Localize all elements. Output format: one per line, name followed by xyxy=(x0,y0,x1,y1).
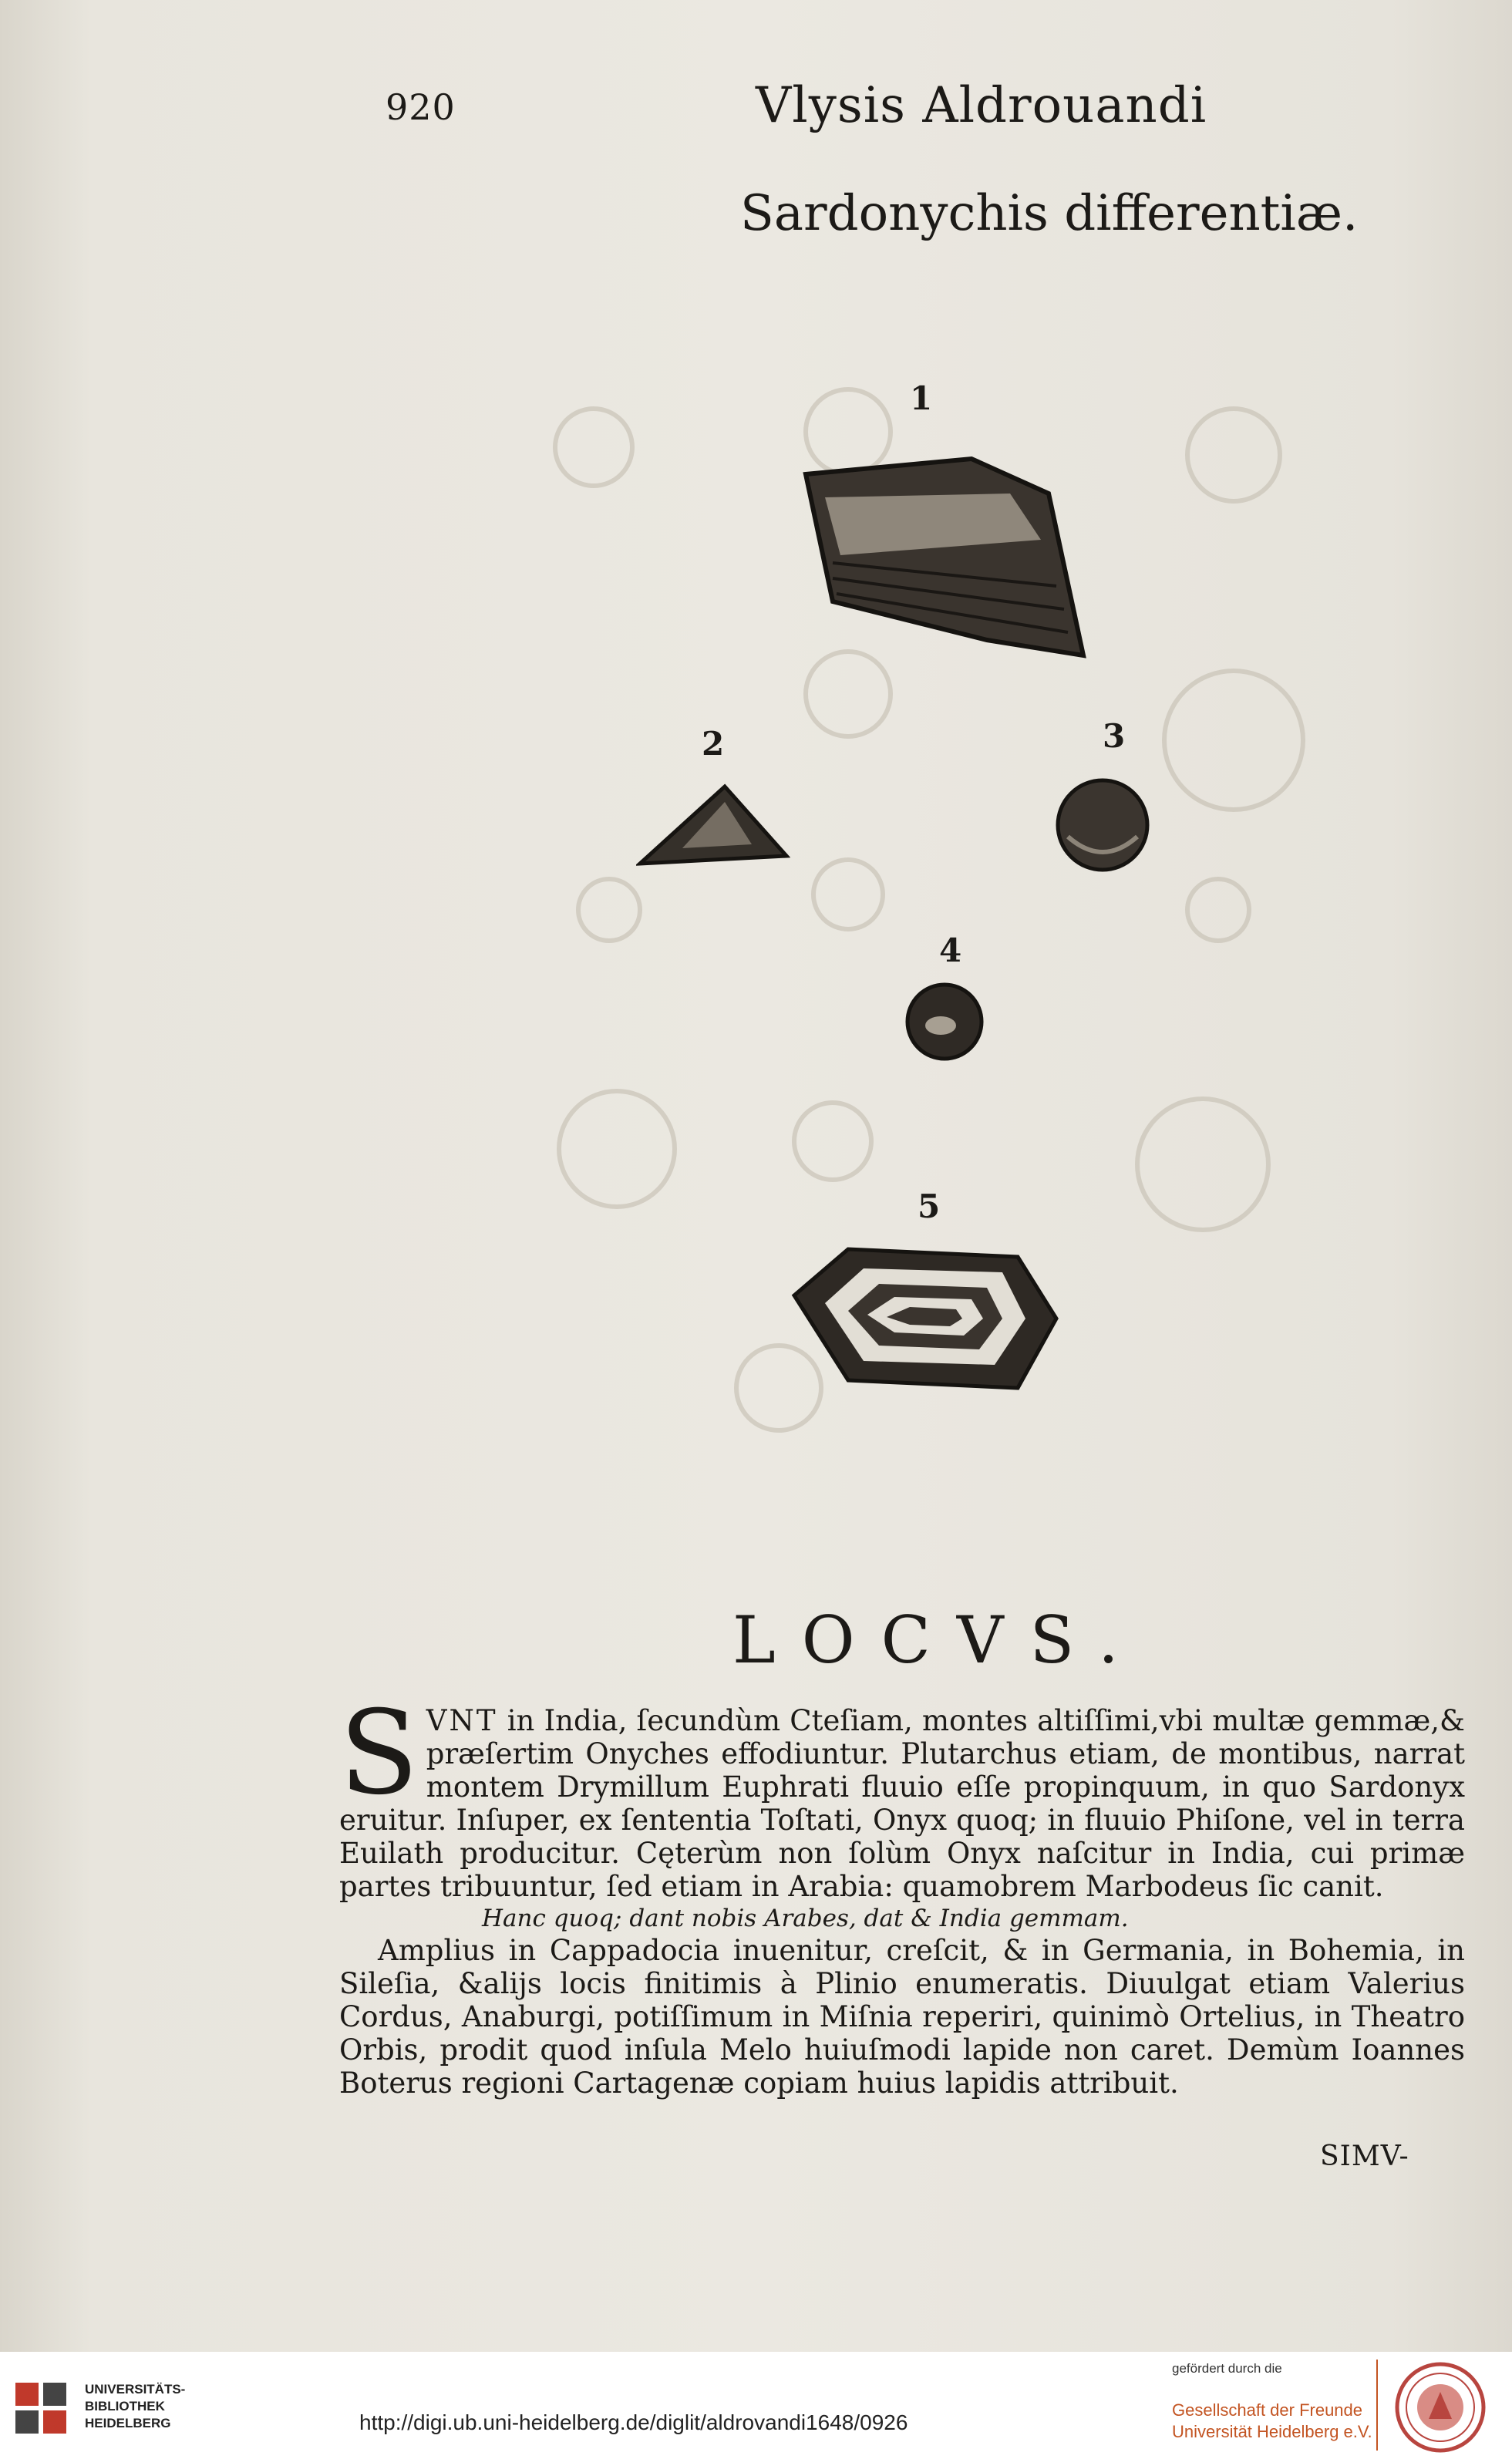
figure-label-4: 4 xyxy=(939,931,962,969)
body-text xyxy=(339,1686,1465,2100)
sardonyx-specimen-5 xyxy=(786,1241,1064,1396)
show-through-marks xyxy=(0,308,1512,1696)
first-word: VNT xyxy=(426,1704,498,1737)
sardonyx-specimen-2 xyxy=(636,779,790,871)
footer-bar xyxy=(0,2352,1512,2459)
drop-cap: S xyxy=(339,1686,419,1821)
page-number: 920 xyxy=(386,86,456,128)
society-name: Gesellschaft der Freunde Universität Heidelberg e.V. xyxy=(1172,2400,1372,2441)
university-seal-icon xyxy=(1394,2361,1487,2454)
running-title: Vlysis Aldrouandi xyxy=(756,77,1207,134)
university-library-logo-icon xyxy=(15,2383,69,2437)
footer-divider xyxy=(1376,2360,1378,2451)
catchword: SIMV- xyxy=(1320,2141,1409,2172)
library-name: UNIVERSITÄTS- BIBLIOTHEK HEIDELBERG xyxy=(85,2382,186,2430)
verse-line: Hanc quoq; dant nobis Arabes, dat & India gemmam. xyxy=(482,1905,1129,1932)
sardonyx-specimen-4 xyxy=(902,979,987,1064)
section-title: Sardonychis differentiæ. xyxy=(740,185,1359,242)
sardonyx-specimen-1 xyxy=(794,447,1095,663)
permalink-url[interactable]: http://digi.ub.uni-heidelberg.de/diglit/aldrovandi1648/0926 xyxy=(359,2410,908,2434)
sponsor-note: gefördert durch die xyxy=(1172,2361,1282,2376)
figure-label-2: 2 xyxy=(702,725,725,763)
figure-label-1: 1 xyxy=(910,379,933,417)
locus-heading: LOCVS. xyxy=(732,1602,1145,1678)
sardonyx-specimen-3 xyxy=(1052,775,1153,875)
paragraph-1-text: in India, ſecundùm Cteſiam, montes altiſſimi,vbi multæ gemmæ,& præſertim Onyches effodiuntur. Plutarchus etiam, de montibus, narrat montem Drymillum Euphrati fluuio eſſe propinquum, in quo Sardonyx eruitur. Inſuper, ex ſententia Toſtati, Onyx quoq; in fluuio Phiſone, vel in terra Euilath producitur. Cęterùm non ſolùm Onyx naſcitur in India, cui primæ partes tribuuntur, ſed etiam in Arabia: quamobrem Marbodeus ſic canit. xyxy=(339,1704,1465,1903)
paragraph-1 xyxy=(339,1686,1465,1903)
paragraph-2: Amplius in Cappadocia inuenitur, creſcit, & in Germania, in Bohemia, in Sileſia, &alijs locis finitimis à Plinio enumeratis. Diuulgat etiam Valerius Cordus, Anaburgi, potiſſimum in Miſnia reperiri, quinimò Ortelius, in Theatro Orbis, prodit quod inſula Melo huiuſmodi lapide non caret. Demùm Ioannes Boterus regioni Cartagenæ copiam huius lapidis attribuit. xyxy=(339,1934,1465,2100)
figure-label-5: 5 xyxy=(918,1187,941,1225)
figure-label-3: 3 xyxy=(1103,717,1126,755)
